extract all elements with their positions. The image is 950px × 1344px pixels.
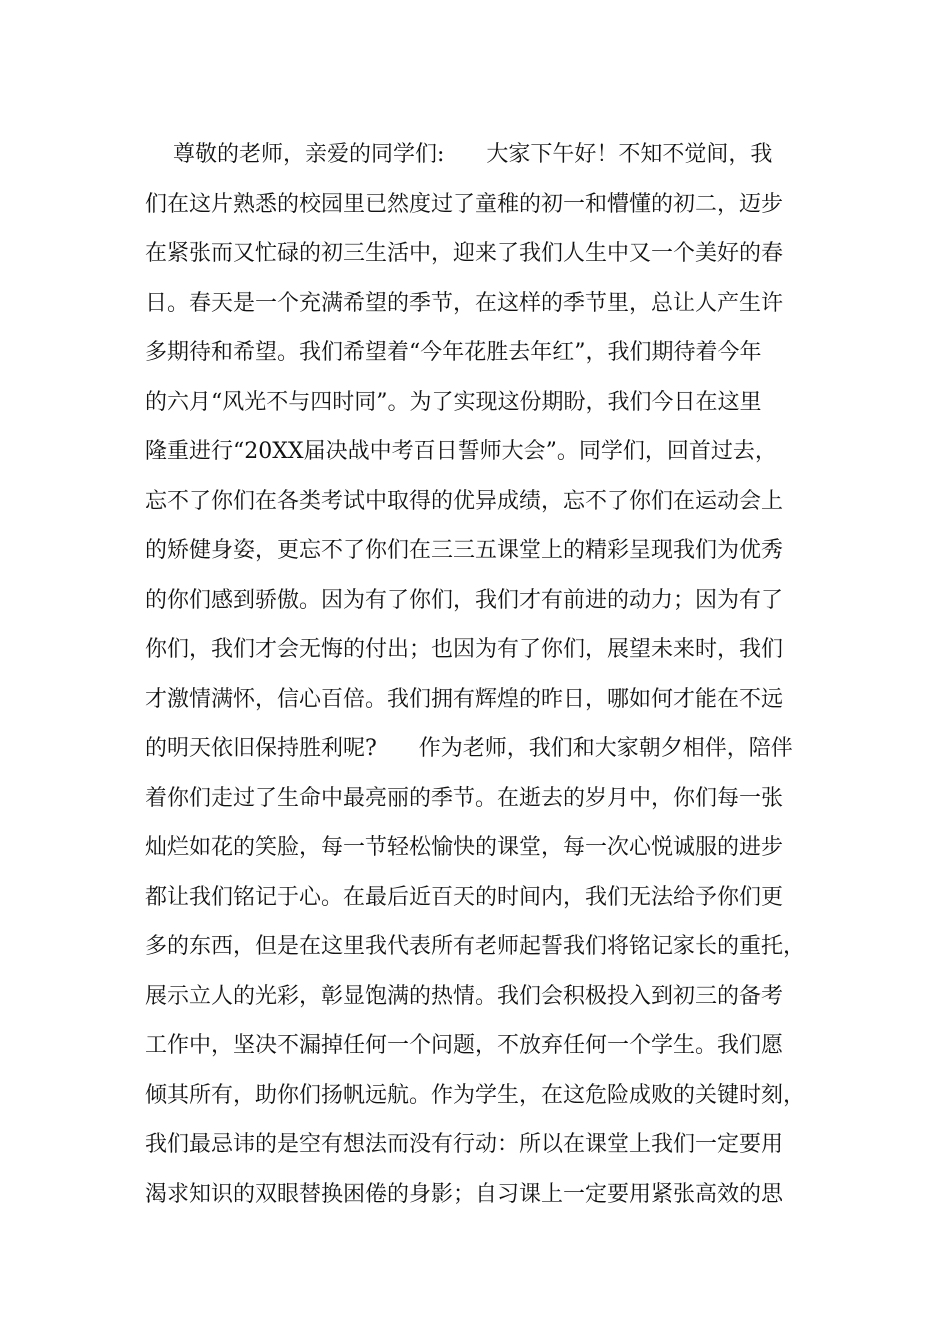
text-line: 的你们感到骄傲。因为有了你们，我们才有前进的动力；因为有了 — [145, 587, 784, 613]
text-line: 日。春天是一个充满希望的季节，在这样的季节里，总让人产生许 — [145, 290, 784, 316]
text-line: 倾其所有，助你们扬帆远航。作为学生，在这危险成败的关键时刻， — [145, 1082, 806, 1108]
text-line: 尊敬的老师，亲爱的同学们: 大家下午好！不知不觉间，我 — [145, 142, 773, 167]
text-line: 都让我们铭记于心。在最后近百天的时间内，我们无法给予你们更 — [145, 884, 784, 910]
text-line: 在紧张而又忙碌的初三生活中，迎来了我们人生中又一个美好的春 — [145, 241, 784, 266]
text-line: 灿烂如花的笑脸，每一节轻松愉快的课堂，每一次心悦诚服的进步 — [145, 835, 784, 860]
text-line: 们在这片熟悉的校园里已然度过了童稚的初一和懵懂的初二，迈步 — [145, 191, 784, 217]
text-line: 才激情满怀，信心百倍。我们拥有辉煌的昨日，哪如何才能在不远 — [145, 686, 784, 712]
text-line: 我们最忌讳的是空有想法而没有行动：所以在课堂上我们一定要用 — [145, 1132, 784, 1157]
text-line: 多期待和希望。我们希望着“今年花胜去年红”，我们期待着今年 — [145, 340, 762, 365]
text-line: 的明天依旧保持胜利呢? 作为老师，我们和大家朝夕相伴，陪伴 — [145, 736, 793, 761]
text-line: 隆重进行“20XX届决战中考百日誓师大会”。同学们，回首过去， — [145, 439, 777, 464]
text-line: 的六月“风光不与四时同”。为了实现这份期盼，我们今日在这里 — [145, 389, 762, 415]
text-line: 的矫健身姿，更忘不了你们在三三五课堂上的精彩呈现我们为优秀 — [145, 538, 784, 563]
text-line: 多的东西，但是在这里我代表所有老师起誓我们将铭记家长的重托， — [145, 934, 806, 959]
text-line: 渴求知识的双眼替换困倦的身影；自习课上一定要用紧张高效的思 — [145, 1181, 784, 1207]
text-line: 着你们走过了生命中最亮丽的季节。在逝去的岁月中，你们每一张 — [145, 785, 784, 811]
text-line: 忘不了你们在各类考试中取得的优异成绩，忘不了你们在运动会上 — [145, 488, 784, 514]
text-line: 展示立人的光彩，彰显饱满的热情。我们会积极投入到初三的备考 — [145, 983, 784, 1009]
body-text — [145, 130, 825, 1219]
text-line: 工作中，坚决不漏掉任何一个问题，不放弃任何一个学生。我们愿 — [145, 1033, 784, 1058]
text-line: 你们，我们才会无悔的付出；也因为有了你们，展望未来时，我们 — [145, 637, 784, 662]
